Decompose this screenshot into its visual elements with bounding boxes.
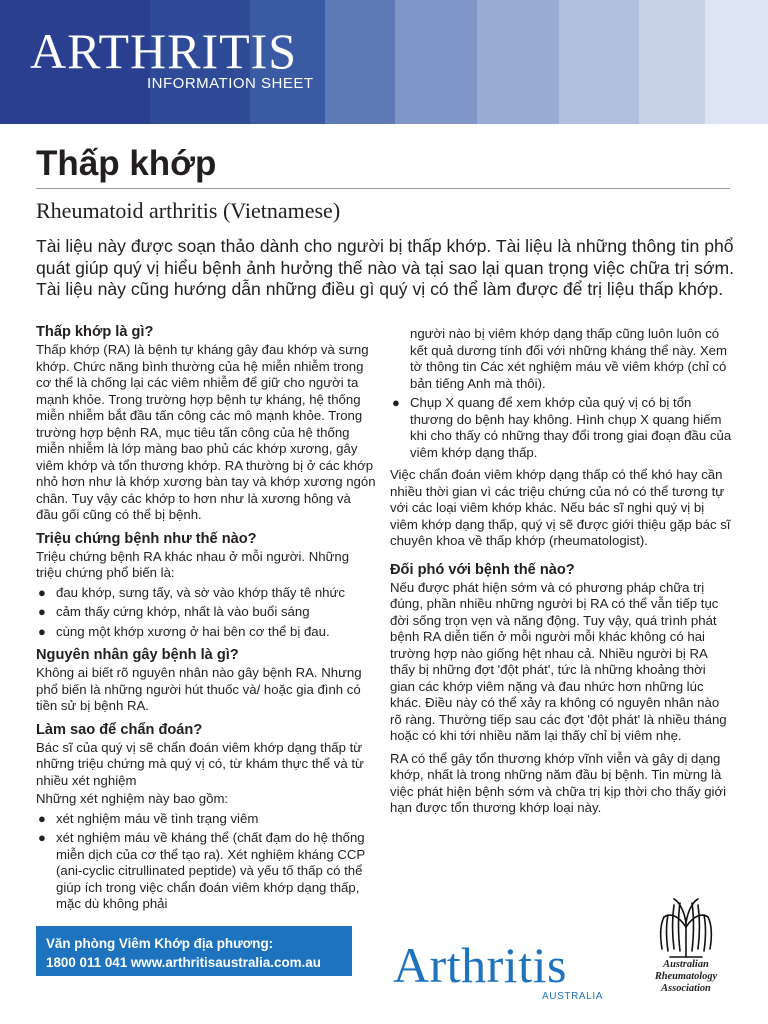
heading-cause: Nguyên nhân gây bệnh là gì? [36,647,239,663]
brand [30,23,314,92]
diagnosis-note: Việc chẩn đoán viêm khớp dạng thấp có thể khó hay cần nhiều thời gian vì các triệu chứng của nó có thể tương tự với các loại viêm khớp khác. Nếu bác sĩ nghi quý vị bị viêm khớp dạng thấp, quý vị sẽ được giới thiệu gặp bác sĩ chuyên khoa về thấp khớp (rheumatologist). [390,467,731,548]
list-item: ● cảm thấy cứng khớp, nhất là vào buổi sáng [38,604,310,619]
logo-wordmark: Arthritis [393,937,567,993]
page-title: Thấp khớp [36,144,217,183]
left-column [36,324,376,916]
page-subtitle: Rheumatoid arthritis (Vietnamese) [36,198,341,223]
header-stripe [559,0,639,124]
bullet-icon: ● [38,810,46,826]
coping-body-2: RA có thể gây tổn thương khớp vĩnh viễn và gây dị dạng khớp, nhất là trong những năm đầu bị bệnh. Tin mừng là việc phát hiện bệnh sớm và chữa trị kịp thời cho thấy giới hạn được tổn thương khớp loại này. [390,750,727,815]
bullet-icon: ● [38,604,46,619]
tests-intro: Những xét nghiệm này bao gồm: [36,791,229,806]
header-stripe [705,0,768,124]
coping-body-1: Nếu được phát hiện sớm và có phương pháp chữa trị đúng, phần nhiều những người bị RA có thể vẫn tiếp tục đời sống trọn vẹn và năng động. Tuy vậy, quá trình phát bệnh RA diễn tiến ở mỗi người mỗi khác không có hai trường hợp nào giống hệt nhau cả. Nhiều người bị RA thấy bị những đợt 'đột phát', tức là những khoảng thời gian các khớp viêm nặng và đau nhức hơn những lúc khác. Điều này có thể xảy ra không có nguyên nhân nào rõ ràng. Thường tiếp sau các đợt 'đột phát' là nhiều tháng hoặc có khi tới nhiều năm lại thấy chỉ bị viêm nhẹ. [390,579,727,743]
list-item: ● cùng một khớp xương ở hai bên cơ thể bị đau. [38,623,330,639]
heading-coping: Đối phó với bệnh thế nào? [390,561,575,578]
logo-subtext: AUSTRALIA [542,991,603,1002]
bullet-icon: ● [38,584,46,600]
office-contact-box [36,926,352,976]
brand-title: ARTHRITIS [30,23,298,79]
header-stripe [325,0,395,124]
header-stripe [639,0,705,124]
tests-list [36,811,376,913]
diagnosis-body: Bác sĩ của quý vị sẽ chẩn đoán viêm khớp dạng thấp từ những triệu chứng mà quý vị có, từ khám thực thể và từ nhiều xét nghiệm [36,739,364,788]
heading-diagnosis: Làm sao để chẩn đoán? [36,721,203,738]
ara-logo [634,893,744,993]
list-item: ● đau khớp, sưng tấy, và sờ vào khớp thấy tê nhức [38,584,345,600]
continued-text: người nào bị viêm khớp dạng thấp cũng luôn luôn có kết quả dương tính đối với những kháng thể này. Xem tờ thông tin Các xét nghiệm máu về viêm khớp (chỉ có bản tiếng Anh mà thôi). [410,326,727,391]
intro-paragraph: Tài liệu này được soạn thảo dành cho người bị thấp khớp. Tài liệu là những thông tin phổ quát giúp quý vị hiểu bệnh ảnh hưởng thế nào và tại sao lại quan trọng việc chữa trị sớm. Tài liệu này cũng hướng dẫn những điều gì quý vị có thể làm được để trị liệu thấp khớp. [36,236,735,299]
bullet-icon: ● [392,395,400,410]
symptoms-body: Triệu chứng bệnh RA khác nhau ở mỗi người. Những triệu chứng phổ biến là: [36,548,350,580]
list-item: ● xét nghiệm máu về tình trạng viêm [38,810,259,826]
xray-list [390,395,732,461]
cause-body: Không ai biết rõ nguyên nhân nào gây bệnh RA. Nhưng phổ biến là những người hút thuốc và/ hoặc gia đình có tiền sử bị bệnh RA. [36,665,362,713]
header-stripe [477,0,559,124]
title-divider [36,188,730,189]
right-column [390,326,732,817]
list-item: ● xét nghiệm máu về kháng thể (chất đạm do hệ thống miễn dịch của cơ thể tạo ra). Xét nghiệm kháng CCP (ani-cyclic citrullinated peptide) và yếu tố thấp có thể giúp ích trong việc chẩn đoán viêm khớp dạng thấp, mặc dù không phải [38,830,365,911]
heading-symptoms: Triệu chứng bệnh như thế nào? [36,530,257,547]
what-body: Thấp khớp (RA) là bệnh tự kháng gây đau khớp và sưng khớp. Chức năng bình thường của hệ miễn nhiễm trong cơ thể là chống lại các viêm nhiễm để giữ cho người ta mạnh khỏe. Trong trường hợp bệnh tự kháng, hệ thống miễn nhiễm bắt đầu tấn công các mô mạnh khỏe. Trong trường hợp bệnh RA, mục tiêu tấn công của hệ thống miễn nhiễm là lớp màng bao phủ các khớp xương, gây viêm khớp và tổn thương khớp. RA thường bị ở các khớp nhỏ hơn như là khớp xương bàn tay và khớp xương ngón chân. Tuy vậy các khớp to hơn như là xương hông và đầu gối cũng có thể bị bệnh. [36,342,376,522]
ara-name: Australian Rheumatology Association [654,959,718,994]
office-label: Văn phòng Viêm Khớp địa phương: [46,936,274,951]
list-item: ● Chụp X quang để xem khớp của quý vị có bị tổn thương do bệnh hay không. Hình chụp X quang hiếm khi cho thấy có những thay đổi trong giai đoạn đầu của viêm khớp dạng thấp. [392,395,732,460]
arthritis-australia-logo [393,937,603,1004]
header-band [0,0,768,124]
symptoms-list [36,585,376,641]
sheet-label: INFORMATION SHEET [147,75,314,92]
heading-what: Thấp khớp là gì? [36,324,154,340]
willow-tree-icon [634,893,738,959]
bullet-icon: ● [38,830,46,845]
bullet-icon: ● [38,623,46,639]
office-contact[interactable]: 1800 011 041 www.arthritisaustralia.com.au [46,955,321,970]
header-stripe [395,0,477,124]
